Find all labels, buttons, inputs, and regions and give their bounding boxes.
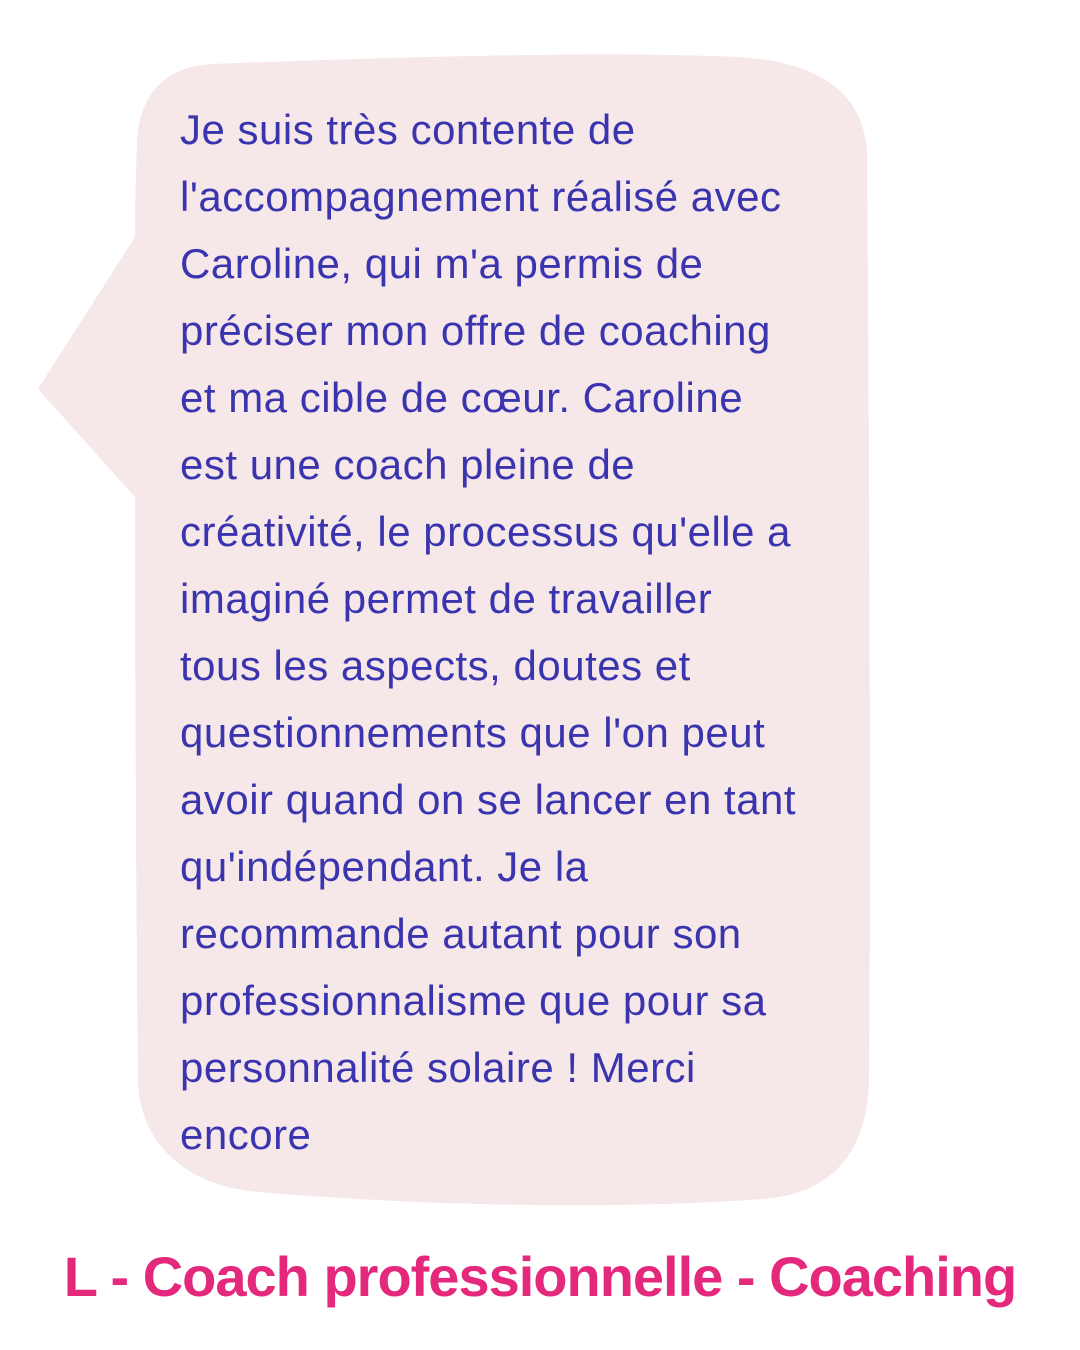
testimonial-text: [180, 96, 870, 1168]
testimonial-line: est une coach pleine de: [180, 441, 636, 488]
testimonial-line: et ma cible de cœur. Caroline: [180, 374, 744, 421]
testimonial-line: personnalité solaire ! Merci: [180, 1044, 696, 1091]
testimonial-line: Caroline, qui m'a permis de: [180, 240, 704, 287]
testimonial-line: imaginé permet de travailler: [180, 575, 713, 622]
testimonial-line: tous les aspects, doutes et: [180, 642, 691, 689]
testimonial-line: questionnements que l'on peut: [180, 709, 766, 756]
testimonial-line: avoir quand on se lancer en tant: [180, 776, 797, 823]
testimonial-line: Je suis très contente de: [180, 106, 636, 153]
testimonial-line: créativité, le processus qu'elle a: [180, 508, 791, 555]
testimonial-line: professionnalisme que pour sa: [180, 977, 767, 1024]
testimonial-line: encore: [180, 1111, 312, 1158]
testimonial-line: l'accompagnement réalisé avec: [180, 173, 782, 220]
testimonial-line: recommande autant pour son: [180, 910, 742, 957]
attribution-caption: L - Coach professionnelle - Coaching: [63, 1245, 1017, 1308]
testimonial-line: préciser mon offre de coaching: [180, 307, 771, 354]
testimonial-line: qu'indépendant. Je la: [180, 843, 589, 890]
